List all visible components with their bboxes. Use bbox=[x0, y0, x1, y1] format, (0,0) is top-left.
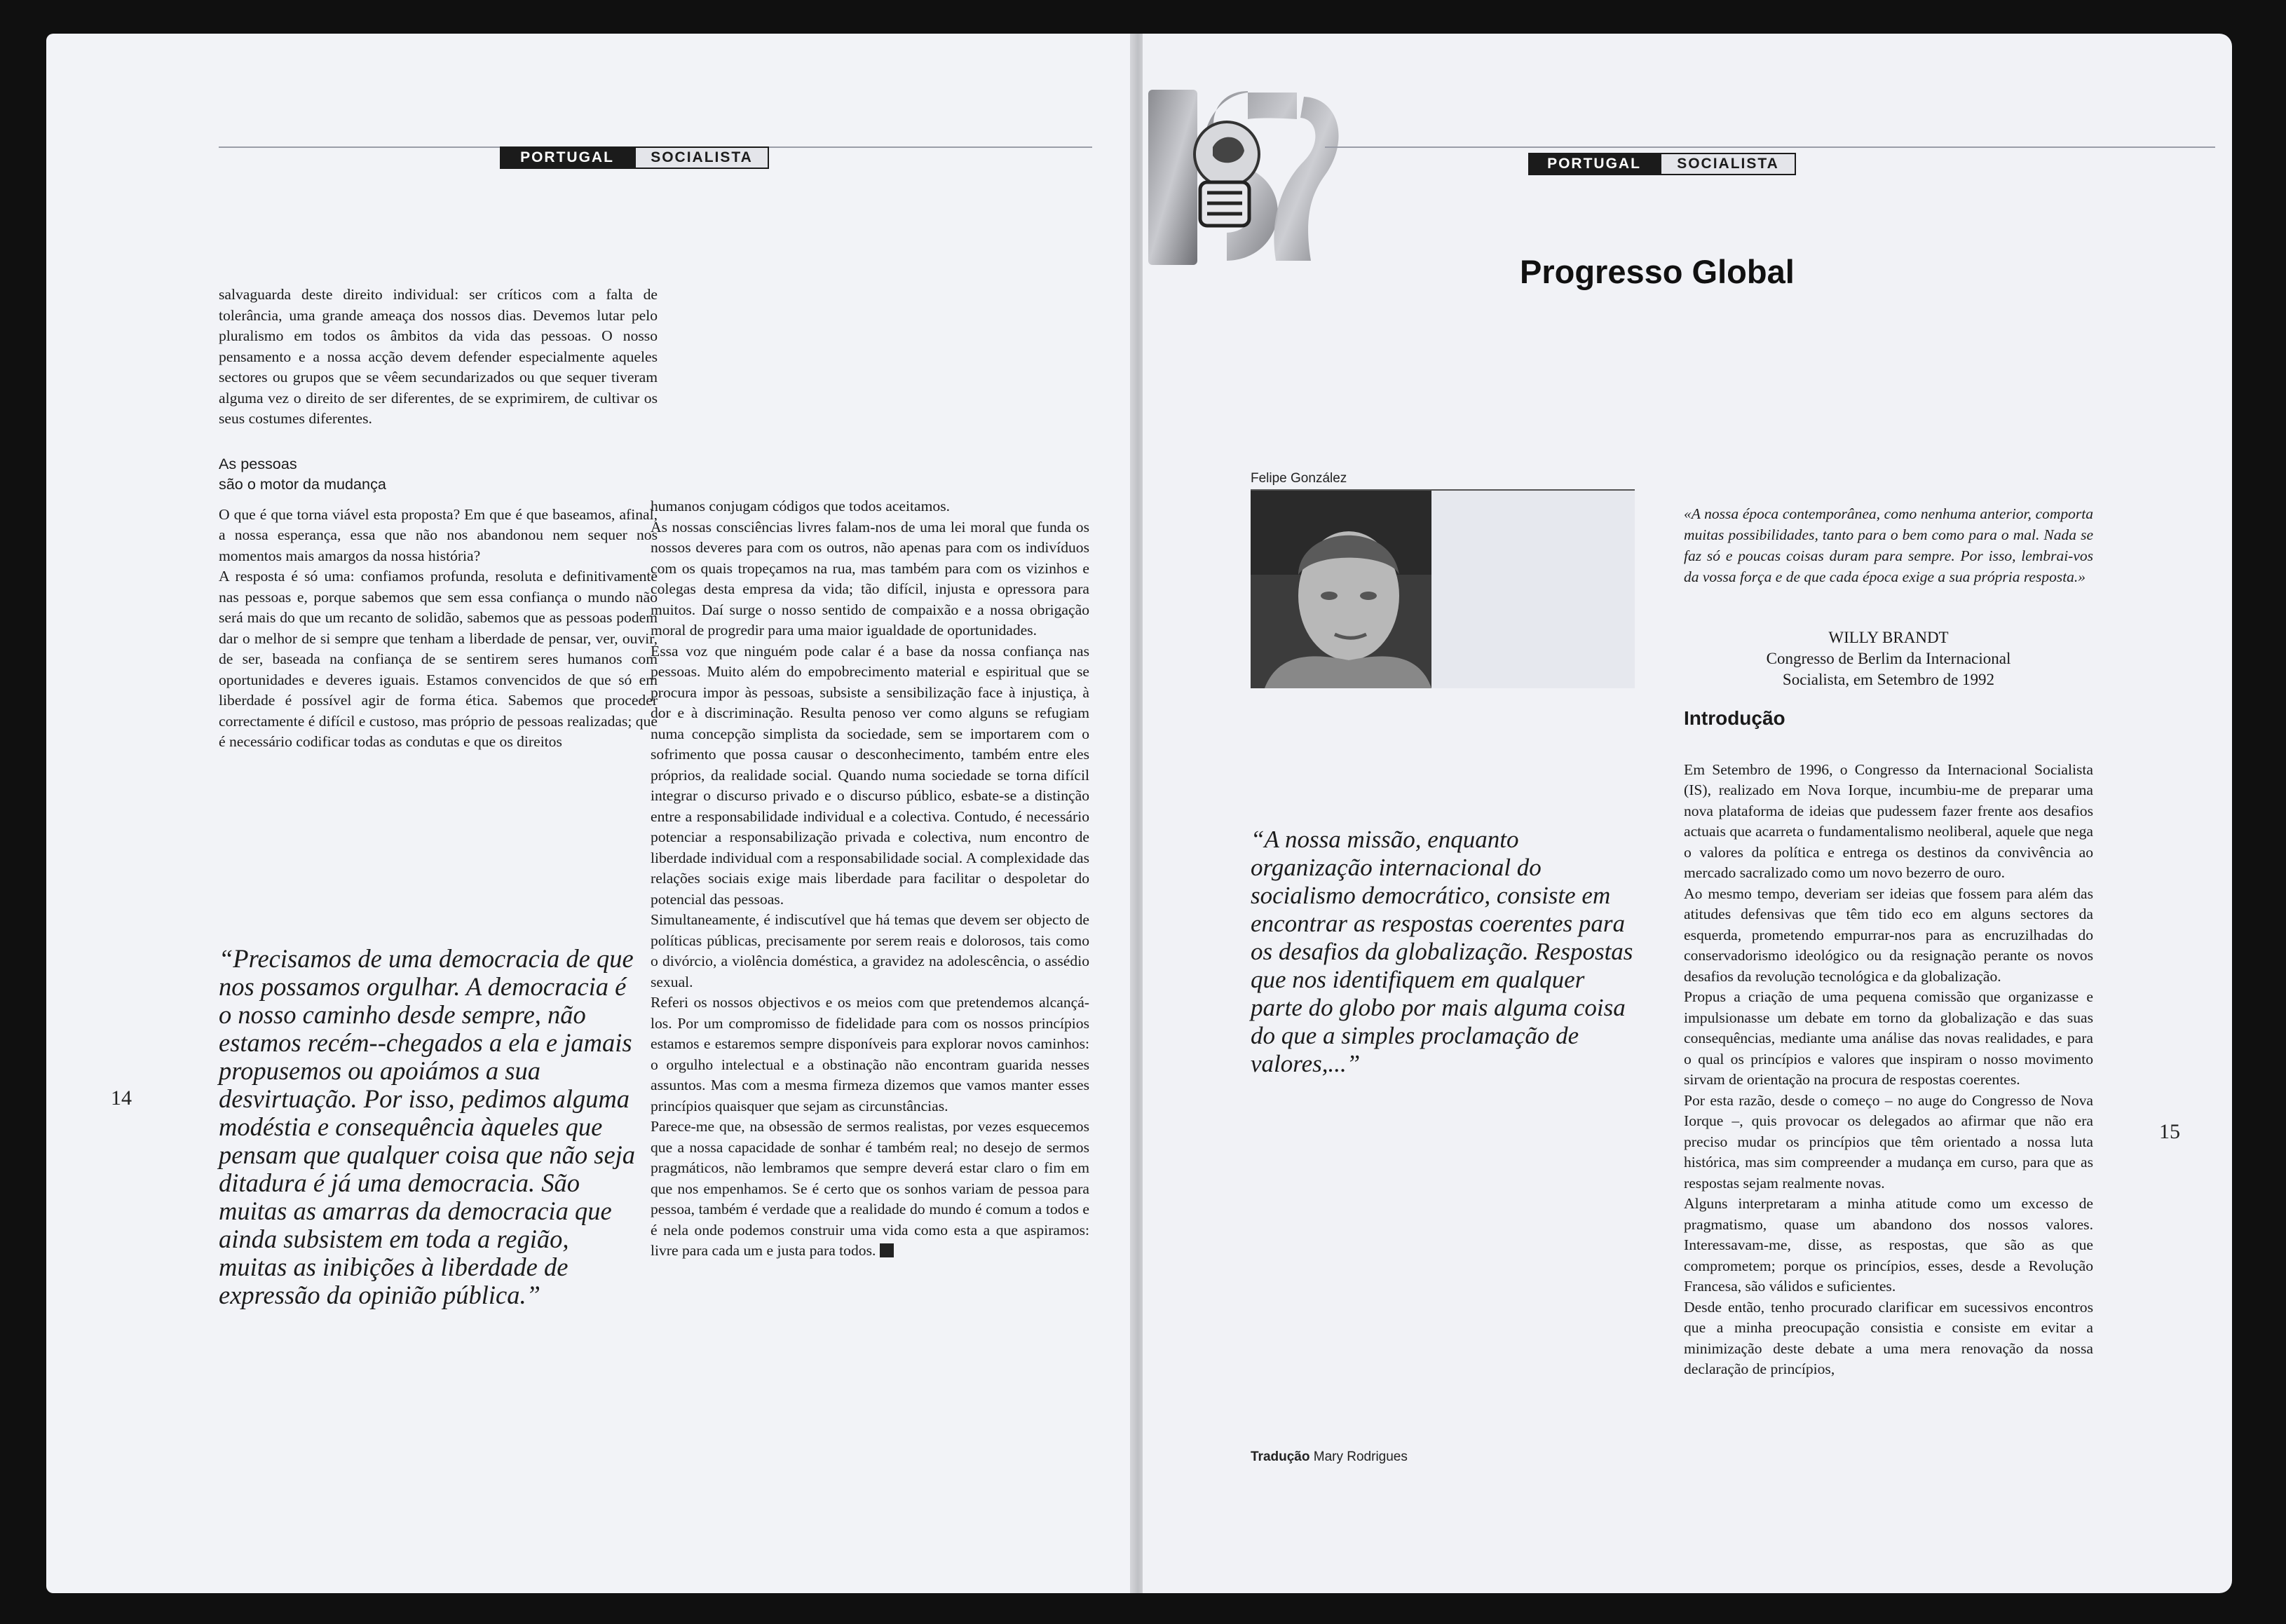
header-portugal: PORTUGAL bbox=[1528, 153, 1660, 175]
paragraph: Referi os nossos objectivos e os meios com que pretendemos alcançá-los. Por um compromisso de fidelidade para com os nossos princípios estamos e estaremos sempre disponíveis para explorar novos caminhos: o orgulho intelectual e a obstinação não encontram guarida nesses assuntos. Mas com a mesma firmeza dizemos que vamos manter esses princípios quaisquer que sejam as circunstâncias. bbox=[651, 994, 1089, 1114]
epigraph-author: WILLY BRANDT bbox=[1828, 629, 1949, 646]
translator-name: Mary Rodrigues bbox=[1313, 1449, 1408, 1464]
section-heading-line: são o motor da mudança bbox=[219, 475, 386, 493]
article-title: Progresso Global bbox=[1520, 253, 1795, 290]
epigraph-attribution bbox=[1684, 627, 2093, 690]
paragraph: A resposta é só uma: confiamos profunda, resoluta e definitivamente nas pessoas e, porque sabemos que sem essa confiança o mundo não será mais do que um recanto de solidão, sabemos que as pessoas podem dar o melhor de si sempre que tenham a liberdade de pensar, ver, ouvir, de ser, baseada na confiança de se sentirem seres humanos com oportunidades e deveres iguais. Estamos convencidos de que só em liberdade é possível agir de forma ética. Sabemos que proceder correctamente é difícil e custoso, mas próprio de pessoas realizadas; que é necessário codificar todas as condutas e que os direitos bbox=[219, 568, 658, 750]
right-column bbox=[651, 496, 1089, 1262]
header-portugal: PORTUGAL bbox=[500, 146, 634, 169]
paragraph: Parece-me que, na obsessão de sermos realistas, por vezes esquecemos que a nossa capacidade de sonhar é também real; no desejo de sermos pragmáticos, não lembramos que sempre deverá estar claro o fim em que nos empenhamos. Se é certo que os sonhos variam de pessoa para pessoa, também é verdade que a realidade do mundo é comum a todos e é nela onde podemos construir uma vida como esta a que aspiramos: livre para cada um e justa para todos. bbox=[651, 1118, 1089, 1259]
paragraph: Simultaneamente, é indiscutível que há temas que devem ser objecto de políticas públicas, precisamente por serem reais e dolorosos, tais como o divórcio, a violência doméstica, a gravidez na adolescência, o assédio sexual. bbox=[651, 911, 1089, 990]
left-column bbox=[219, 285, 658, 753]
page-number: 14 bbox=[111, 1086, 132, 1110]
paragraph: Desde então, tenho procurado clarificar em sucessivos encontros que a minha preocupação consistia e consiste em evitar a minimização deste debate a uma mera renovação da nossa declaração de princípios, bbox=[1684, 1298, 2093, 1377]
paragraph: humanos conjugam códigos que todos aceitamos. bbox=[651, 498, 950, 514]
paragraph: Em Setembro de 1996, o Congresso da Internacional Socialista (IS), realizado em Nova Iorque, incumbiu-me de preparar uma nova plataforma de ideias que pudessem fazer frente aos desafios actuais que acarreta o fundamentalismo neoliberal, aquele que nega o valores da política e entrega os destinos da convivência ao mercado sacralizado como um novo bezerro de ouro. bbox=[1684, 760, 2093, 881]
paragraph: Alguns interpretaram a minha atitude como um excesso de pragmatismo, quase um abandono dos nossos valores. Interessavam-me, disse, as respostas, que são as que comprometem; porque os princípios, esses, desde a Revolução Francesa, são válidos e suficientes. bbox=[1684, 1195, 2093, 1295]
pull-quote: “A nossa missão, enquanto organização internacional do socialismo democrático, consiste em encontrar as respostas coerentes para os desafios da globalização. Respostas que nos identifiquem em qualquer parte do globo por mais alguma coisa do que a simples proclamação de valores,...” bbox=[1251, 826, 1633, 1077]
article-column bbox=[1684, 708, 2093, 1380]
intro-heading: Introdução bbox=[1684, 707, 1785, 729]
paragraph: Essa voz que ninguém pode calar é a base da nossa confiança nas pessoas. Muito além do empobrecimento material e espiritual que se procura impor às pessoas, subsiste a sensibilização face à injustiça, à dor e à discriminação. Resulta penoso ver como alguns se refugiam numa concepção simplista da sociedade, sem se importarem com o sofrimento que possa causar o desconhecimento, também entre eles próprios, da realidade social. Quando numa sociedade se torna difícil integrar o discurso privado e o discurso público, esbate-se a distinção entre a responsabilidade individual e a colectiva. Contudo, é necessário potenciar a responsabilização privada e colectiva, num encontro de liberdade individual com a responsabilidade social. A complexidade das relações sociais exige mais liberdade para facilitar o despoletar do potencial das pessoas. bbox=[651, 642, 1089, 908]
page-number: 15 bbox=[2159, 1120, 2180, 1143]
author-photo bbox=[1251, 491, 1431, 688]
is-logo bbox=[1143, 77, 1356, 280]
pull-quote: “Precisamos de uma democracia de que nos possamos orgulhar. A democracia é o nosso caminho desde sempre, não estamos recém--chegados a ela e jamais propusemos ou apoiámos a sua desvirtuação. Por isso, pedimos alguma modéstia e consequência àqueles que pensam que qualquer coisa que não seja ditadura é já uma democracia. São muitas as amarras da democracia que ainda subsistem em toda a região, muitas as inibições à liberdade de expressão da opinião pública.” bbox=[219, 944, 636, 1309]
show-through-text bbox=[1774, 265, 2208, 447]
translation-label: Tradução bbox=[1251, 1449, 1310, 1464]
section-heading bbox=[219, 453, 658, 495]
photo-backdrop bbox=[1431, 491, 1635, 688]
show-through-text bbox=[656, 258, 1049, 426]
page-header bbox=[1528, 153, 1796, 175]
translation-credit bbox=[1251, 1449, 1408, 1465]
right-page bbox=[1143, 34, 2232, 1593]
author-name: Felipe González bbox=[1251, 471, 1347, 486]
header-socialista: SOCIALISTA bbox=[1660, 153, 1796, 175]
paragraph: O que é que torna viável esta proposta? Em que é que baseamos, afinal, a nossa esperança, essa que não nos abandonou nem sequer nos momentos mais amargos da nossa história? bbox=[219, 505, 658, 564]
end-of-article-icon bbox=[880, 1243, 894, 1257]
paragraph: As nossas consciências livres falam-nos de uma lei moral que funda os nossos deveres para com os outros, não apenas para com os indivíduos com os quais tropeçamos na rua, mas também para com os vizinhos e colegas desta empresa da vida; tão difícil, injusta e opressora para muitos. Daí surge o nosso sentido de compaixão e a nossa obrigação moral de progredir para uma maior igualdade de oportunidades. bbox=[651, 518, 1089, 639]
paragraph: salvaguarda deste direito individual: ser críticos com a falta de tolerância, uma grande ameaça dos nossos dias. Devemos lutar pelo pluralismo em todos os âmbitos da vida das pessoas. O nosso pensamento e a nossa acção devem defender especialmente aqueles sectores ou grupos que se vêem secundarizados ou que sequer tiveram alguma vez o direito de ser diferentes, de se exprimirem, de cultivar os seus costumes diferentes. bbox=[219, 286, 658, 427]
paragraph: Propus a criação de uma pequena comissão que organizasse e impulsionasse um debate em torno da globalização e das suas consequências, mediante uma análise das novas realidades, e para o qual os princípios e valores que inspiram o nosso movimento sirvam de orientação na procura de respostas coerentes. bbox=[1684, 988, 2093, 1088]
header-rule bbox=[1325, 146, 2215, 148]
epigraph-source: Socialista, em Setembro de 1992 bbox=[1782, 671, 1995, 688]
paragraph: Ao mesmo tempo, deveriam ser ideias que fossem para além das atitudes defensivas que têm tido eco em alguns sectores da esquerda, prometendo empurrar-nos para as encruzilhadas do conservadorismo ideológico ou da resignação perante os novos desafios da revolução tecnológica e da globalização. bbox=[1684, 885, 2093, 985]
epigraph: «A nossa época contemporânea, como nenhuma anterior, comporta muitas possibilidades, tanto para o bem como para o mal. Nada se faz só e poucas coisas duram para sempre. Por isso, lembrai-vos da vossa força e de que cada época exige a sua própria resposta.» bbox=[1684, 505, 2093, 585]
header-socialista: SOCIALISTA bbox=[634, 146, 769, 169]
section-heading-line: As pessoas bbox=[219, 454, 297, 472]
epigraph-source: Congresso de Berlim da Internacional bbox=[1766, 650, 2011, 667]
is-logo-graphic bbox=[1143, 77, 1356, 280]
left-page bbox=[46, 34, 1130, 1593]
page-header bbox=[500, 146, 769, 169]
paragraph: Por esta razão, desde o começo – no auge do Congresso de Nova Iorque –, quis provocar os delegados ao afirmar que não era preciso mudar os princípios que têm orientado a nossa luta histórica, mas sim compreender a mudança em curso, para que as respostas sejam realmente novas. bbox=[1684, 1091, 2093, 1192]
